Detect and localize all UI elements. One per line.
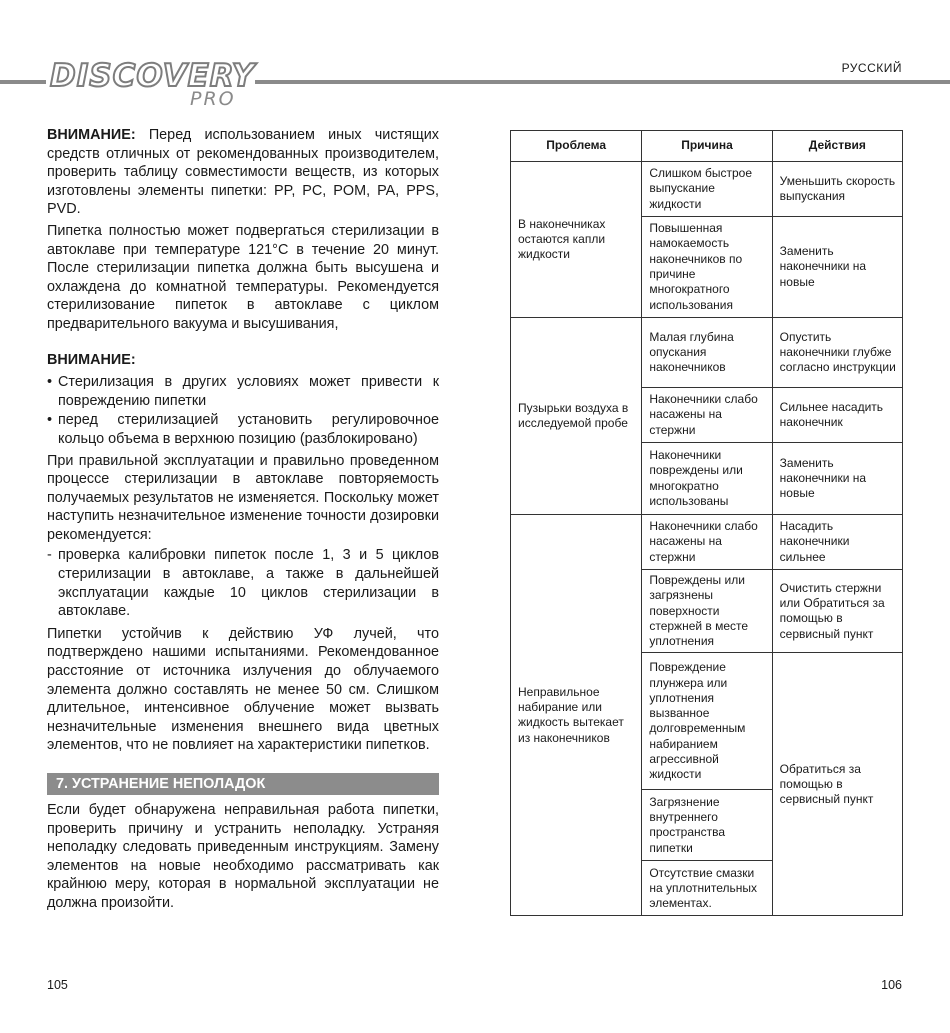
bullet-item bbox=[47, 373, 439, 410]
troubleshooting-paragraph: Если будет обнаружена неправильная работа пипетки, проверить причину и устранить неполадку. Устраняя неполадку следовать приведенным инструкциям. Замену элементов на новые необходимо рассматривать как крайнюю меру, которая в нормальной эксплуатации не должна произойти. bbox=[47, 802, 439, 911]
table-row bbox=[511, 318, 903, 388]
table-header-row bbox=[511, 131, 903, 162]
action-cell: Уменьшить скорость выпускания bbox=[772, 162, 902, 217]
cause-cell: Наконечники слабо насажены на стержни bbox=[642, 515, 772, 570]
cause-cell: Повышенная намокаемость наконечников по причине многократного использования bbox=[642, 217, 772, 318]
table-row bbox=[511, 162, 903, 217]
left-column bbox=[47, 126, 439, 915]
cause-cell: Слишком быстрое выпускание жидкости bbox=[642, 162, 772, 217]
action-cell: Обратиться за помощью в сервисный пункт bbox=[772, 653, 902, 916]
table-row bbox=[511, 515, 903, 570]
warning-heading-2: ВНИМАНИЕ: bbox=[47, 351, 136, 368]
header-rule-right bbox=[255, 80, 950, 84]
troubleshooting-table bbox=[510, 130, 903, 916]
cause-cell: Повреждены или загрязнены поверхности стержней в месте уплотнения bbox=[642, 570, 772, 653]
warning-text: Перед использованием иных чистящих средств отличных от рекомендованных производителем, проверить таблицу совместимости веществ, из которых изготовлены элементы пипетки: PP, PC, POM, PA, PPS, PVD. bbox=[47, 127, 439, 218]
logo-text: DISCOVERY bbox=[50, 58, 256, 94]
logo-subtext: PRO bbox=[190, 88, 236, 110]
section-title: 7. УСТРАНЕНИЕ НЕПОЛАДОК bbox=[47, 773, 439, 795]
cause-cell: Наконечники слабо насажены на стержни bbox=[642, 388, 772, 443]
action-cell: Опустить наконечники глубже согласно инструкции bbox=[772, 318, 902, 388]
accuracy-paragraph: При правильной эксплуатации и правильно проведенном процессе стерилизации в автоклаве повторяемость получаемых результатов не изменяется. Поскольку может наступить незначительное изменение точности дозировки рекомендуется: bbox=[47, 452, 439, 543]
cause-cell: Наконечники повреждены или многократно использованы bbox=[642, 443, 772, 515]
cause-cell: Повреждение плунжера или уплотнения вызванное долговременным набиранием агрессивной жидкости bbox=[642, 653, 772, 790]
bullet-text: перед стерилизацией установить регулировочное кольцо объема в верхнюю позицию (разблокировано) bbox=[58, 412, 439, 447]
cause-cell: Загрязнение внутреннего пространства пипетки bbox=[642, 790, 772, 861]
dash-text: проверка калибровки пипеток после 1, 3 и 5 циклов стерилизации в автоклаве, а также в дальнейшей эксплуатации каждые 10 циклов стерилизации в автоклаве. bbox=[58, 547, 439, 620]
header-problem: Проблема bbox=[511, 131, 642, 162]
header-action: Действия bbox=[772, 131, 902, 162]
brand-logo bbox=[50, 58, 260, 110]
problem-cell: Пузырьки воздуха в исследуемой пробе bbox=[511, 318, 642, 515]
dash-mark: - bbox=[47, 547, 52, 564]
sterilization-paragraph: Пипетка полностью может подвергаться стерилизации в автоклаве при температуре 121°С в течение 20 минут. После стерилизации пипетка должна быть высушена и охлаждена до комнатной температуры. Рекомендуется стерилизование пипеток в автоклаве с циклом предварительного вакуума и высушивания, bbox=[47, 222, 439, 332]
problem-cell: Неправильное набирание или жидкость вытекает из наконечников bbox=[511, 515, 642, 916]
problem-cell: В наконечниках остаются капли жидкости bbox=[511, 162, 642, 318]
bullet-dot: • bbox=[47, 374, 53, 391]
action-cell: Заменить наконечники на новые bbox=[772, 217, 902, 318]
action-cell: Заменить наконечники на новые bbox=[772, 443, 902, 515]
warning-heading: ВНИМАНИЕ: bbox=[47, 127, 136, 143]
header-rule-left bbox=[0, 80, 46, 84]
uv-paragraph: Пипетки устойчив к действию УФ лучей, что подтверждено нашими испытаниями. Рекомендованное расстояние от источника излучения до облучаемого элемента должно составлять не менее 50 см. Слишком длительное, интенсивное облучение может вызвать незначительные изменения внешнего вида цветных элементов, что не повлияет на характеристики пипетков. bbox=[47, 625, 439, 754]
dash-item bbox=[47, 546, 439, 620]
page-number-left: 105 bbox=[47, 978, 68, 992]
language-label: РУССКИЙ bbox=[841, 61, 902, 75]
cause-cell: Отсутствие смазки на уплотнительных элементах. bbox=[642, 861, 772, 916]
action-cell: Сильнее насадить наконечник bbox=[772, 388, 902, 443]
action-cell: Очистить стержни или Обратиться за помощью в сервисный пункт bbox=[772, 570, 902, 653]
header-cause: Причина bbox=[642, 131, 772, 162]
cause-cell: Малая глубина опускания наконечников bbox=[642, 318, 772, 388]
page-number-right: 106 bbox=[881, 978, 902, 992]
action-cell: Насадить наконечники сильнее bbox=[772, 515, 902, 570]
bullet-dot: • bbox=[47, 412, 53, 429]
bullet-text: Стерилизация в других условиях может привести к повреждению пипетки bbox=[58, 374, 439, 409]
bullet-item bbox=[47, 411, 439, 448]
warning-paragraph bbox=[47, 126, 439, 219]
